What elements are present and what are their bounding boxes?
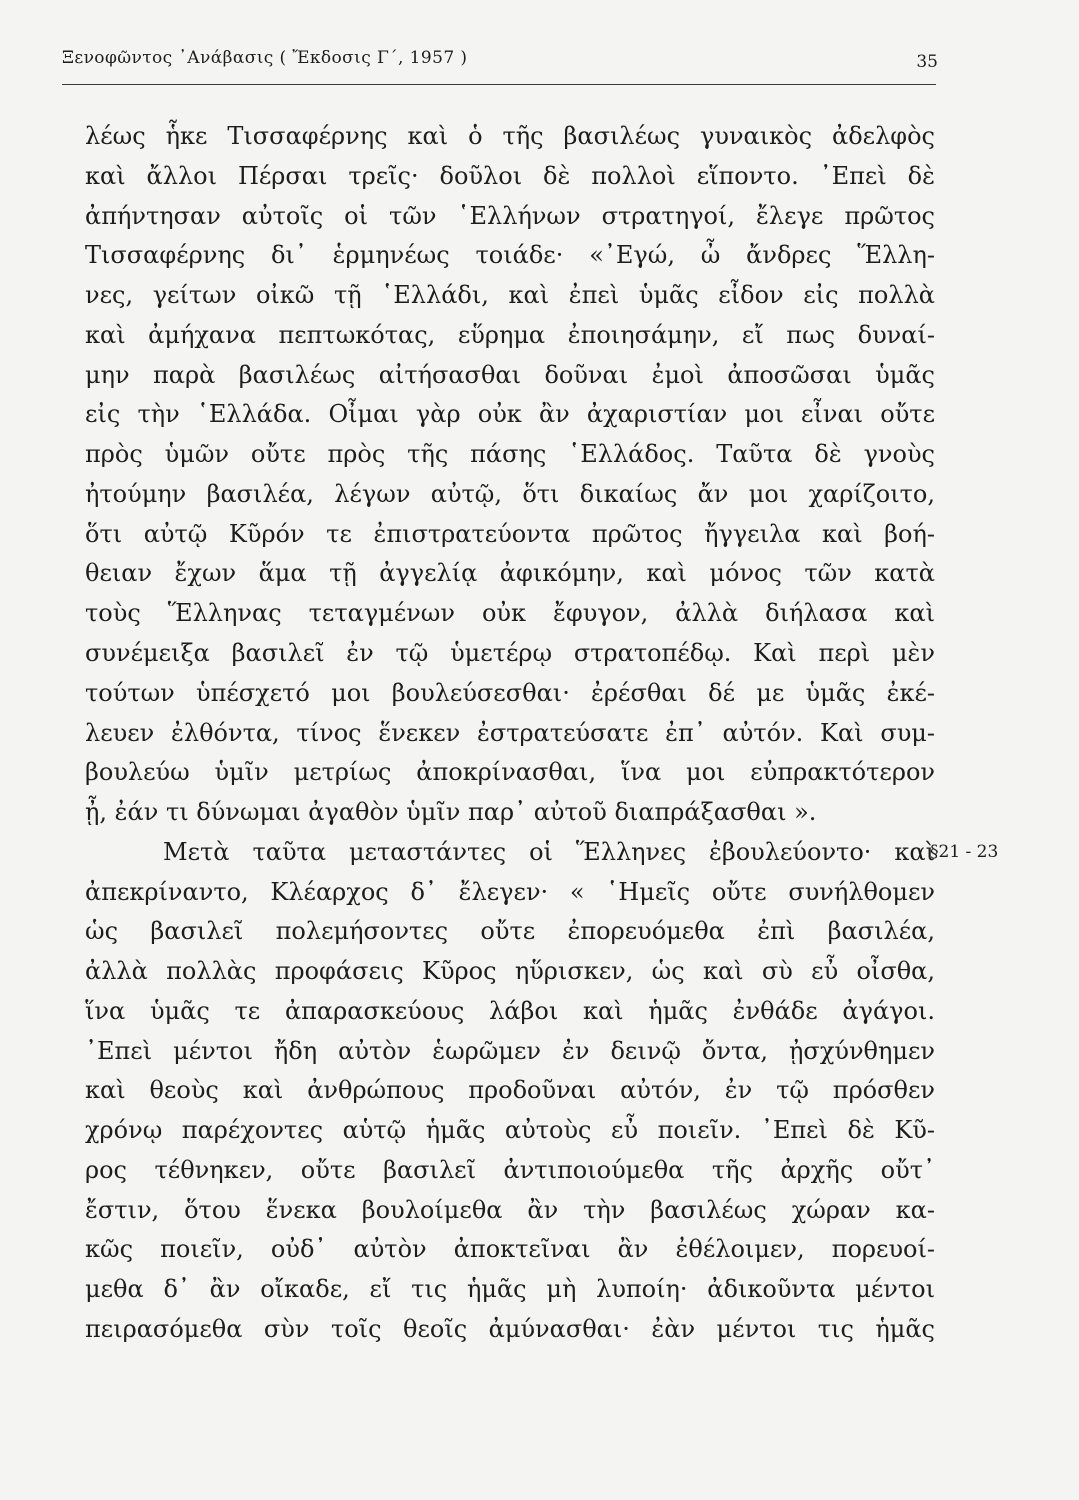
text-line: τοὺς Ἕλληνας τεταγμένων οὐκ ἔφυγον, ἀλλὰ διήλασα καὶ bbox=[85, 599, 935, 627]
text-line: ἀπεκρίναντο, Κλέαρχος δ᾿ ἔλεγεν· « ῾Ημεῖς οὔτε συνήλθομεν bbox=[85, 878, 935, 906]
header-rule bbox=[62, 84, 936, 85]
text-line: καὶ ἀμήχανα πεπτωκότας, εὕρημα ἐποιησάμην, εἴ πως δυναί- bbox=[85, 321, 935, 349]
paragraph-first-line: Μετὰ ταῦτα μεταστάντες οἱ Ἕλληνες ἐβουλεύοντο· καὶ bbox=[163, 838, 935, 866]
text-line: Τισσαφέρνης δι᾿ ἑρμηνέως τοιάδε· «᾿Εγώ, ὦ ἄνδρες Ἕλλη- bbox=[85, 241, 935, 269]
text-line: ἀλλὰ πολλὰς προφάσεις Κῦρος ηὕρισκεν, ὡς καὶ σὺ εὖ οἶσθα, bbox=[85, 957, 935, 985]
text-line: θειαν ἔχων ἅμα τῇ ἀγγελίᾳ ἀφικόμην, καὶ μόνος τῶν κατὰ bbox=[85, 559, 935, 587]
running-head-title: Ξενοφῶντος ᾿Ανάβασις ( Ἔκδοσις Γ΄, 1957 ) bbox=[62, 48, 468, 68]
text-line: βουλεύω ὑμῖν μετρίως ἀποκρίνασθαι, ἵνα μοι εὐπρακτότερον bbox=[85, 758, 935, 786]
text-line: μην παρὰ βασιλέως αἰτήσασθαι δοῦναι ἐμοὶ ἀποσῶσαι ὑμᾶς bbox=[85, 361, 935, 389]
running-head bbox=[62, 44, 938, 80]
text-line: καὶ ἄλλοι Πέρσαι τρεῖς· δοῦλοι δὲ πολλοὶ εἵποντο. ᾿Επεὶ δὲ bbox=[85, 162, 935, 190]
text-line: ὡς βασιλεῖ πολεμήσοντες οὔτε ἐπορευόμεθα ἐπὶ βασιλέα, bbox=[85, 917, 935, 945]
text-line: ρος τέθνηκεν, οὔτε βασιλεῖ ἀντιποιούμεθα τῆς ἀρχῆς οὔτ᾿ bbox=[85, 1156, 935, 1184]
text-line: λέως ἧκε Τισσαφέρνης καὶ ὁ τῆς βασιλέως γυναικὸς ἀδελφὸς bbox=[85, 122, 935, 150]
page-number: 35 bbox=[916, 52, 938, 72]
text-line: συνέμειξα βασιλεῖ ἐν τῷ ὑμετέρῳ στρατοπέδῳ. Καὶ περὶ μὲν bbox=[85, 639, 935, 667]
text-line: ὅτι αὐτῷ Κῦρόν τε ἐπιστρατεύοντα πρῶτος ἤγγειλα καὶ βοή- bbox=[85, 520, 935, 548]
text-line: κῶς ποιεῖν, οὐδ᾿ αὐτὸν ἀποκτεῖναι ἂν ἐθέλοιμεν, πορευοί- bbox=[85, 1235, 935, 1263]
text-line: μεθα δ᾿ ἂν οἴκαδε, εἴ τις ἡμᾶς μὴ λυποίη· ἀδικοῦντα μέντοι bbox=[85, 1275, 935, 1303]
text-line: νες, γείτων οἰκῶ τῇ ῾Ελλάδι, καὶ ἐπεὶ ὑμᾶς εἶδον εἰς πολλὰ bbox=[85, 281, 935, 309]
text-line: ἠτούμην βασιλέα, λέγων αὐτῷ, ὅτι δικαίως ἄν μοι χαρίζοιτο, bbox=[85, 480, 935, 508]
text-line: χρόνῳ παρέχοντες αὑτῷ ἡμᾶς αὐτοὺς εὖ ποιεῖν. ᾿Επεὶ δὲ Κῦ- bbox=[85, 1116, 935, 1144]
text-line: ᾖ, ἐάν τι δύνωμαι ἀγαθὸν ὑμῖν παρ᾿ αὐτοῦ διαπράξασθαι ». bbox=[85, 798, 817, 826]
text-line: πειρασόμεθα σὺν τοῖς θεοῖς ἀμύνασθαι· ἐὰν μέντοι τις ἡμᾶς bbox=[85, 1315, 935, 1343]
text-line: ᾿Επεὶ μέντοι ἤδη αὐτὸν ἑωρῶμεν ἐν δεινῷ ὄντα, ᾐσχύνθημεν bbox=[85, 1037, 935, 1065]
text-line: ἀπήντησαν αὐτοῖς οἱ τῶν ῾Ελλήνων στρατηγοί, ἔλεγε πρῶτος bbox=[85, 202, 935, 230]
text-line: καὶ θεοὺς καὶ ἀνθρώπους προδοῦναι αὐτόν, ἐν τῷ πρόσθεν bbox=[85, 1076, 935, 1104]
section-margin-note: §21 - 23 bbox=[930, 842, 999, 862]
text-line: εἰς τὴν ῾Ελλάδα. Οἶμαι γὰρ οὐκ ἂν ἀχαριστίαν μοι εἶναι οὔτε bbox=[85, 400, 935, 428]
text-line: πρὸς ὑμῶν οὔτε πρὸς τῆς πάσης ῾Ελλάδος. Ταῦτα δὲ γνοὺς bbox=[85, 440, 935, 468]
text-line: λευεν ἐλθόντα, τίνος ἕνεκεν ἐστρατεύσατε ἐπ᾿ αὐτόν. Καὶ συμ- bbox=[85, 719, 935, 747]
text-line: ἵνα ὑμᾶς τε ἀπαρασκεύους λάβοι καὶ ἡμᾶς ἐνθάδε ἀγάγοι. bbox=[85, 997, 935, 1025]
text-line: τούτων ὑπέσχετό μοι βουλεύσεσθαι· ἐρέσθαι δέ με ὑμᾶς ἐκέ- bbox=[85, 679, 935, 707]
text-line: ἔστιν, ὅτου ἕνεκα βουλοίμεθα ἂν τὴν βασιλέως χώραν κα- bbox=[85, 1196, 935, 1224]
